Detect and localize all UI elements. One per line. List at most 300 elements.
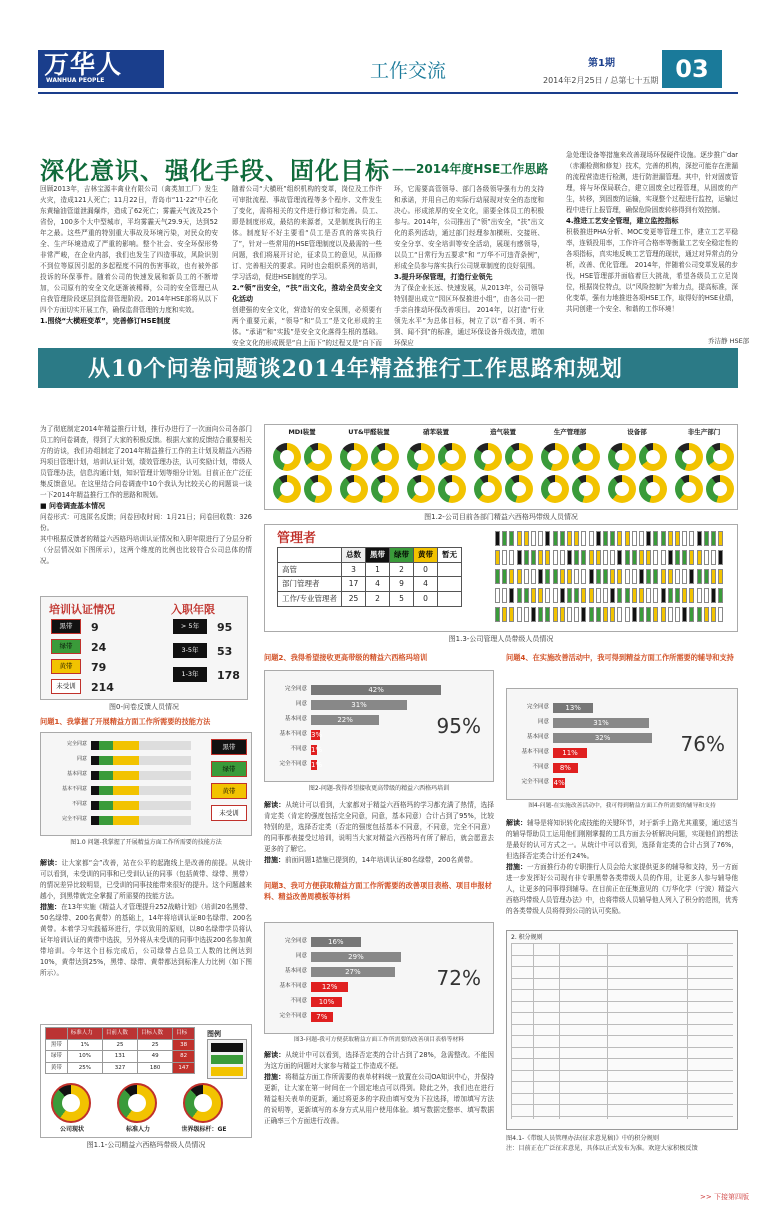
fig1-row-label: 基本不同意 [61, 786, 87, 792]
fig13-person-icon [625, 531, 630, 546]
fig13-person-icon [538, 588, 543, 603]
fig13-person-icon [639, 588, 644, 603]
fig13-person-icon [553, 588, 558, 603]
fig13-person-icon [502, 550, 507, 565]
fig12-donut [675, 443, 703, 471]
article2-intro: 为了彻底制定2014年精益推行计划，推行办进行了一次面向公司各部门员工的问卷调查，得到了大家的积极反馈。根据大家的反馈结合重要相关方的访谈，我们办组制定了2014年精益推行工作的主计划及精益六西格玛项目管理计划，培训认证计划，绩效管理办法，认可奖励计划，带级人员管理办法，信息沟通计划，知识管理计划等细分计划。目前正在广泛征集反馈意见。在这里结合问卷调查中10个我认为比较关心的问题谈一谈一下2014年精益推行工作的思路和规划。 ■ 问卷调查基本情况 问卷形式：可选匿名反馈；问卷回收时间：1月21日；问卷回收数：326份。 其中根据反馈者的精益六西格玛培训认证情况和入职年限进行了分层分析（分层情况如下图所示），这两个维度的比例也比较符合公司总体的情况。 [40, 425, 252, 565]
fig0-cert-title: 培训认证情况 [49, 603, 115, 616]
fig13-person-icon [639, 569, 644, 584]
fig13-person-icon [531, 607, 536, 622]
fig13-header-cell: 暂无 [438, 548, 462, 563]
fig13-person-icon [502, 569, 507, 584]
fig12-dept-label: 硝苯装置 [423, 428, 449, 436]
fig41-row-line [511, 1104, 733, 1105]
fig13-cell: 4 [366, 577, 390, 592]
fig1-row-bar [91, 801, 191, 810]
bar-label: 基本不同意 [521, 749, 549, 755]
fig13-person-icon [646, 550, 651, 565]
fig13-person-icon [632, 588, 637, 603]
q4-heading: 问题4、在实施改善活动中，我可得到精益方面工作所需要的辅导和支持 [506, 653, 734, 662]
fig1-row-bar [91, 741, 191, 750]
fig13-cell: 3 [342, 562, 366, 577]
fig13-person-icon [574, 588, 579, 603]
fig13-person-icon [596, 588, 601, 603]
fig13-person-icon [617, 607, 622, 622]
section-title: 工作交流 [370, 60, 447, 82]
fig13-title: 管理者 [277, 531, 317, 546]
fig41-row-line [511, 989, 733, 990]
fig11-ring [51, 1083, 91, 1123]
fig12-donut [639, 475, 667, 503]
fig13-person-icon [495, 531, 500, 546]
bar-mark: 8% [553, 763, 578, 773]
fig13-person-icon [545, 550, 550, 565]
fig13-caption: 图1.3-公司管理人员带级人员情况 [448, 635, 554, 643]
fig12-donut [438, 475, 466, 503]
fig13-person-icon [704, 550, 709, 565]
fig12-donut [407, 475, 435, 503]
fig12-donut [474, 443, 502, 471]
fig11-legend [207, 1039, 247, 1079]
masthead-logo: 万华人 WANHUA PEOPLE [38, 50, 164, 88]
fig13-person-icon [646, 531, 651, 546]
article1-col2: 随着公司“大横班”组织机构的变革，岗位及工作许可审批流程、事故管理流程等多个程序、文件发生了变化，需将相关的文件进行修订和完善。员工、即是制度形成，最结的来源者，又是制度执行的主体。制度好不好主要看“员工是否真的落实执行了”，针对一些常用的HSE管理制度以及最需的一些问题，我们将展开讨论，征求员工的意见，从而修订、完善相关的要求。同时也会组织系列的培训，学习活动，促进HSE制度的学习。 2.“领”出安全，“扶”出文化，推动全员安全文化活动 创建强的安全文化，营造好的安全氛围，必须要有两个重要元素，“领导”和“员工”是文化形成的主体。“承诺”和“实践”是安全文化落得生根的基础。安全文化的形成既是“自上而下”的过程又是“自下而 [232, 185, 382, 347]
fig12-donut [639, 443, 667, 471]
fig13-person-icon [581, 569, 586, 584]
fig13-person-icon [603, 569, 608, 584]
fig4-caption: 图4-问题-在实施改善活动中，我可得到精益方面工作所需要的辅导和支持 [528, 803, 716, 809]
fig1-caption: 图1.0 问题-我掌握了开展精益方面工作所需要的技能方法 [70, 839, 222, 846]
fig13-person-icon [610, 588, 615, 603]
fig1-legend-item: 黑带 [211, 739, 247, 755]
fig13-person-icon [567, 531, 572, 546]
fig13-person-icon [581, 531, 586, 546]
bar-label: 不同意 [290, 998, 307, 1004]
bar-mark: 27% [311, 967, 395, 977]
bar-mark: 31% [311, 700, 407, 710]
fig41-row-line [511, 966, 733, 967]
fig13-person-icon [718, 588, 723, 603]
fig13-person-icon [589, 588, 594, 603]
fig0-cert-value: 214 [91, 681, 114, 694]
fig12-donut [675, 475, 703, 503]
fig0-years-value: 53 [217, 645, 233, 658]
fig11-ring [183, 1083, 223, 1123]
page-number: 03 [662, 50, 722, 88]
fig0-cert-label: 黄带 [51, 659, 81, 674]
fig12-donut-hole [615, 450, 629, 464]
fig0-cert-label: 绿带 [51, 639, 81, 654]
bar-mark: 1% [311, 761, 323, 769]
fig11-row [46, 1062, 195, 1074]
article1-title: 深化意识、强化手段、固化目标 [40, 156, 390, 185]
fig41-row-line [511, 1047, 733, 1048]
fig13-figure-grid [495, 531, 731, 627]
fig1-legend-item: 绿带 [211, 761, 247, 777]
fig13-person-icon [632, 531, 637, 546]
bar-label: 基本同意 [284, 968, 307, 974]
bar-mark: 13% [553, 703, 593, 713]
fig11-cell: 黑带 [46, 1039, 68, 1051]
fig13-person-icon [603, 607, 608, 622]
fig13-person-icon [646, 588, 651, 603]
fig41-row-line [511, 1058, 733, 1059]
fig13-person-icon [538, 550, 543, 565]
fig13-person-icon [682, 531, 687, 546]
fig13-managers [264, 524, 738, 632]
bar-label: 完全同意 [526, 704, 549, 710]
fig11-cell: 82 [173, 1051, 195, 1063]
fig12-donut [273, 475, 301, 503]
fig13-person-icon [502, 531, 507, 546]
bar-label: 完全不同意 [521, 779, 549, 785]
fig13-cell: 0 [414, 562, 438, 577]
fig13-person-icon [538, 607, 543, 622]
fig12-dept-belts [264, 424, 738, 510]
fig0-caption: 图0-问卷反馈人员情况 [109, 703, 179, 711]
fig13-person-icon [675, 607, 680, 622]
fig11-header-row [46, 1028, 195, 1040]
fig41-row-line [511, 978, 733, 979]
fig12-donut-hole [347, 482, 361, 496]
fig13-person-icon [574, 531, 579, 546]
fig41-row-line [511, 1012, 733, 1013]
fig13-person-icon [517, 588, 522, 603]
fig3-chart [264, 922, 494, 1034]
fig13-person-icon [524, 607, 529, 622]
fig13-person-icon [682, 588, 687, 603]
fig13-person-icon [646, 607, 651, 622]
fig11-ring-hole [128, 1094, 146, 1112]
fig2-caption: 图2-问题-我得希望接收更高带级的精益六西格玛培训 [308, 785, 450, 792]
fig13-person-icon [711, 531, 716, 546]
fig41-row-line [511, 1116, 733, 1117]
q3-heading: 问题3、我可方便获取精益方面工作所需要的改善项目表格、项目申报材料、精益改善周模板等材料 [264, 881, 492, 902]
fig13-person-icon [509, 550, 514, 565]
fig13-person-icon [711, 607, 716, 622]
fig12-donut-hole [445, 450, 459, 464]
fig1-row-label: 同意 [76, 756, 87, 762]
fig12-donut [273, 443, 301, 471]
fig12-dept-label: MDI装置 [288, 428, 316, 436]
fig13-person-icon [574, 607, 579, 622]
fig13-person-icon [581, 550, 586, 565]
fig12-donut-hole [311, 482, 325, 496]
fig41-note: 注：目前正在广泛征求意见，具体以正式发布为准。欢迎大家积极反馈 [506, 1145, 698, 1152]
fig13-person-icon [531, 569, 536, 584]
q2-text: 解读：从统计可以看到，大家都对于精益六西格玛的学习都充满了热情，选择肯定类（肯定的强度包括完全同意，同意，基本同意）合计占到了95%，比较特别的是，选择否定类（否定的强度包括基本不同意，不同意，完全不同意）的同事都表接受过培训，说明当大家对精益六西格玛有所了解后，就会愿意去更多的了解它。 措施：前面问题1措施已提到的，14年培训认证80名绿带，200名黄带。 [264, 801, 495, 864]
fig13-person-icon [718, 569, 723, 584]
fig12-donut [371, 443, 399, 471]
bar-label: 完全不同意 [279, 1013, 307, 1019]
fig13-person-icon [668, 569, 673, 584]
fig12-donut [438, 443, 466, 471]
fig12-donut-hole [713, 482, 727, 496]
q3-text: 解读：从统计中可以看到，选择否定类的合计占到了28%，急需整改。不能因为这方面的问题对大家参与精益工作造成不便。 措施：将精益方面工作所需要的表单材料统一放置在公司OA知识中心，并保持更新，让大家在第一时间在一个固定地点可以得到。除此之外，我们也在进行精益相关表单的更新，通过将更多的字段由填写变为下拉选择，增加填写方法的说明等，更新填写的本身方式从用户使用体验。填写数据完整率、填写数据正确率三个方面进行改善。 [264, 1051, 495, 1125]
fig13-cell: 17 [342, 577, 366, 592]
fig11-cell: 38 [173, 1039, 195, 1051]
fig13-person-icon [531, 550, 536, 565]
article1-byline: 乔洁静 HSE部 [708, 337, 750, 345]
fig13-person-icon [531, 588, 536, 603]
bar-mark: 42% [311, 685, 441, 695]
fig13-person-icon [567, 607, 572, 622]
fig13-person-icon [689, 569, 694, 584]
fig11-ring-label: 公司现状 [59, 1126, 84, 1133]
fig13-person-icon [718, 531, 723, 546]
fig41-row-line [511, 1024, 733, 1025]
fig13-person-icon [603, 550, 608, 565]
fig12-dept-label: 设备部 [627, 428, 647, 436]
fig12-dept-label: UT&甲醛装置 [348, 428, 390, 436]
fig12-donut-hole [646, 482, 660, 496]
fig13-person-icon [625, 550, 630, 565]
fig12-donut-hole [682, 450, 696, 464]
fig13-person-icon [668, 550, 673, 565]
fig11-header-cell: 目前人数 [102, 1028, 137, 1040]
fig13-person-icon [668, 607, 673, 622]
fig12-donut [505, 475, 533, 503]
fig13-person-icon [509, 607, 514, 622]
fig1-chart [40, 732, 252, 836]
fig12-donut-hole [378, 450, 392, 464]
fig13-person-icon [653, 588, 658, 603]
fig13-person-icon [617, 588, 622, 603]
article1-col3: 环，它需要高管领导、部门各级领导强有力的支持和承诺，并用自己的实际行动展现对安全的态度和决心。形成浓厚的安全文化，需要全体员工的积极参与。2014年，公司推出了“领”出安全，“扶”出文化的系列活动，通过部门经理参加横班、交接班、安全分享、安全培训等安全活动，展现有感领导，以员工“日常行为五要求”和 “万华不可违背条例”，形成全员参与落实执行公司规章制度的良好氛围。 3.提升环保管理，打造行业领先 为了保企业长远、快速发展，从2013年，公司领导特别提出成立“园区环保推进小组”，由各公司一把手亲自推动环保改善项目。 2014年，以打造“行业领先水平”为总体目标，树立了以“看不到、听不到、闻不到”的标准，通过环保设备升级改造，增加环保应 [394, 185, 544, 347]
fig13-person-icon [675, 531, 680, 546]
bar-total-pct: 95% [436, 714, 481, 738]
fig1-row-label: 完全不同意 [61, 816, 87, 822]
fig11-cell: 25 [102, 1039, 137, 1051]
fig11-caption: 图1.1-公司精益六西格玛带级人员情况 [86, 1141, 206, 1149]
fig13-person-icon [524, 588, 529, 603]
fig13-row [278, 591, 462, 606]
fig13-person-icon [682, 569, 687, 584]
bar-label: 同意 [537, 719, 549, 725]
bar-label: 基本同意 [526, 734, 549, 740]
q2-heading: 问题2、我得希望接收更高带级的精益六西格玛培训 [264, 653, 428, 662]
fig13-person-icon [603, 531, 608, 546]
fig0-survey-respondents [40, 596, 248, 700]
fig13-person-icon [711, 550, 716, 565]
fig12-donut-hole [481, 482, 495, 496]
fig13-person-icon [553, 607, 558, 622]
fig13-person-icon [495, 588, 500, 603]
bar-mark: 11% [553, 748, 587, 758]
fig13-person-icon [653, 531, 658, 546]
fig12-donut-hole [615, 482, 629, 496]
bar-label: 同意 [295, 953, 307, 959]
fig13-person-icon [639, 531, 644, 546]
fig11-cell: 25 [138, 1039, 173, 1051]
fig13-person-icon [639, 550, 644, 565]
fig13-person-icon [625, 569, 630, 584]
fig12-donut-hole [579, 450, 593, 464]
fig12-donut-hole [311, 450, 325, 464]
fig13-person-icon [502, 607, 507, 622]
fig12-dept-label: 非生产部门 [687, 428, 721, 436]
fig13-person-icon [509, 569, 514, 584]
bar-mark: 31% [553, 718, 649, 728]
fig2-chart [264, 670, 494, 782]
fig12-donut [371, 475, 399, 503]
fig13-person-icon [689, 607, 694, 622]
fig41-col-line [533, 943, 534, 1119]
fig12-donut-hole [280, 450, 294, 464]
fig11-cell: 1% [67, 1039, 102, 1051]
fig13-person-icon [653, 569, 658, 584]
bar-label: 基本同意 [284, 716, 307, 722]
fig13-person-icon [596, 550, 601, 565]
fig41-table-title: 2. 积分规则 [511, 934, 543, 941]
fig13-person-icon [661, 607, 666, 622]
fig13-cell: 2 [390, 562, 414, 577]
bar-label: 基本不同意 [279, 731, 307, 737]
fig13-person-icon [517, 607, 522, 622]
fig12-donut-hole [713, 450, 727, 464]
fig13-person-icon [704, 607, 709, 622]
bar-mark: 7% [311, 1012, 333, 1022]
fig13-cell: 0 [414, 591, 438, 606]
fig13-person-icon [545, 569, 550, 584]
fig13-cell [438, 577, 462, 592]
fig13-cell [438, 562, 462, 577]
fig11-cell: 147 [173, 1062, 195, 1074]
fig4-chart [506, 688, 738, 800]
fig13-person-icon [661, 531, 666, 546]
fig12-donut-hole [414, 482, 428, 496]
fig13-person-icon [675, 588, 680, 603]
bar-label: 同意 [295, 701, 307, 707]
fig13-person-icon [661, 569, 666, 584]
fig1-row-bar [91, 756, 191, 765]
fig11-ring-hole [194, 1094, 212, 1112]
bar-label: 基本不同意 [279, 983, 307, 989]
fig12-donut [304, 443, 332, 471]
fig13-person-icon [560, 531, 565, 546]
bar-mark: 29% [311, 952, 401, 962]
fig13-header-row [278, 548, 462, 563]
fig13-person-icon [553, 550, 558, 565]
fig41-row-line [511, 1001, 733, 1002]
fig13-row [278, 577, 462, 592]
fig41-row-line [511, 943, 733, 944]
fig1-row-label: 不同意 [71, 801, 87, 807]
fig13-person-icon [653, 607, 658, 622]
fig13-cell [438, 591, 462, 606]
fig13-person-icon [697, 531, 702, 546]
fig13-person-icon [617, 569, 622, 584]
fig1-row-bar [91, 786, 191, 795]
fig41-col-line [559, 943, 560, 1119]
fig13-cell: 工作/专业管理者 [278, 591, 342, 606]
fig11-row [46, 1039, 195, 1051]
fig0-cert-value: 79 [91, 661, 107, 674]
fig0-cert-value: 24 [91, 641, 107, 654]
fig13-person-icon [545, 607, 550, 622]
fig13-person-icon [697, 607, 702, 622]
fig12-donut [572, 475, 600, 503]
fig12-donut [541, 443, 569, 471]
fig13-person-icon [718, 550, 723, 565]
fig13-person-icon [545, 531, 550, 546]
fig12-donut [474, 475, 502, 503]
fig13-table [277, 547, 462, 607]
fig41-row-line [511, 1093, 733, 1094]
bar-mark: 3% [311, 731, 323, 739]
masthead-rule [38, 92, 738, 94]
fig11-row [46, 1051, 195, 1063]
fig13-person-icon [553, 569, 558, 584]
fig13-person-icon [495, 607, 500, 622]
fig11-cell: 180 [138, 1062, 173, 1074]
fig12-donut [541, 475, 569, 503]
fig12-donut-hole [646, 450, 660, 464]
fig13-person-icon [668, 531, 673, 546]
fig11-cell: 49 [138, 1051, 173, 1063]
fig13-person-icon [495, 550, 500, 565]
fig12-donut-hole [682, 482, 696, 496]
fig13-person-icon [560, 550, 565, 565]
fig13-person-icon [661, 550, 666, 565]
fig13-cell: 4 [414, 577, 438, 592]
fig13-person-icon [524, 550, 529, 565]
fig13-person-icon [581, 588, 586, 603]
fig12-dept-label: 生产管理部 [553, 428, 587, 436]
fig0-cert-label: 未受训 [51, 679, 81, 694]
fig13-person-icon [531, 531, 536, 546]
fig12-donut-hole [347, 450, 361, 464]
fig12-donut-hole [280, 482, 294, 496]
fig13-person-icon [711, 588, 716, 603]
fig12-donut-hole [512, 482, 526, 496]
fig13-person-icon [653, 550, 658, 565]
article2-title: 从10个问卷问题谈2014年精益推行工作思路和规划 [88, 356, 623, 382]
fig13-person-icon [517, 569, 522, 584]
fig13-person-icon [661, 588, 666, 603]
q1-heading: 问题1、我掌握了开展精益方面工作所需要的技能方法 [40, 717, 211, 726]
fig0-cert-value: 9 [91, 621, 99, 634]
fig13-person-icon [589, 550, 594, 565]
fig12-donut-hole [481, 450, 495, 464]
fig11-ring [117, 1083, 157, 1123]
fig11-cell: 131 [102, 1051, 137, 1063]
fig0-years-title: 入职年限 [171, 603, 215, 616]
fig13-person-icon [639, 607, 644, 622]
bar-label: 完全同意 [284, 686, 307, 692]
fig13-person-icon [545, 588, 550, 603]
fig13-person-icon [617, 550, 622, 565]
fig12-donut-hole [512, 450, 526, 464]
fig13-cell: 高管 [278, 562, 342, 577]
fig12-caption: 图1.2-公司目前各部门精益六西格玛带级人员情况 [424, 513, 578, 521]
continued-link[interactable]: >> 下接第四版 [700, 1193, 749, 1201]
fig11-belt-staffing [40, 1024, 252, 1138]
fig13-person-icon [538, 531, 543, 546]
fig13-header-cell: 黄带 [414, 548, 438, 563]
fig41-row-line [511, 1070, 733, 1071]
bar-label: 完全不同意 [279, 761, 307, 767]
fig13-row [278, 562, 462, 577]
fig13-person-icon [610, 550, 615, 565]
fig12-donut-hole [548, 482, 562, 496]
fig12-donut [608, 475, 636, 503]
fig13-person-icon [560, 569, 565, 584]
fig13-person-icon [596, 531, 601, 546]
fig11-ring-label: 世界级标杆：GE [181, 1126, 227, 1133]
fig12-donut [706, 475, 734, 503]
fig13-person-icon [625, 588, 630, 603]
